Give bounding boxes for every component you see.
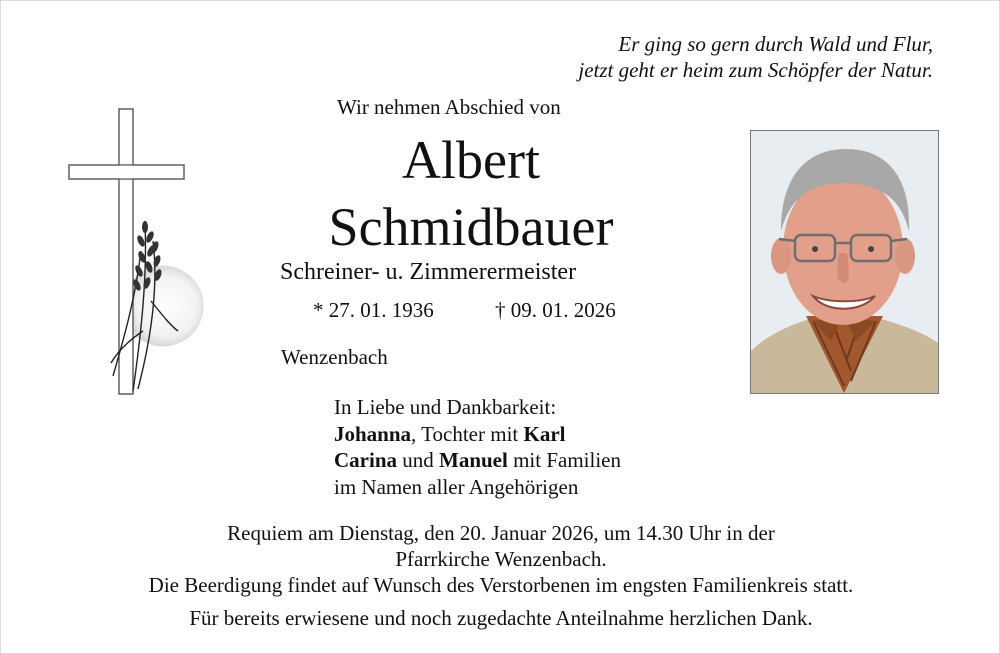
portrait-photo — [750, 130, 939, 394]
cross-with-wheat-icon — [63, 101, 213, 401]
mourners-line — [334, 447, 621, 474]
motto-line: Er ging so gern durch Wald und Flur, — [618, 32, 933, 56]
last-name: Schmidbauer — [328, 197, 614, 257]
motto-line: jetzt geht er heim zum Schöpfer der Natur. — [578, 58, 933, 82]
mourners-line — [334, 421, 621, 448]
mourner-name: Carina — [334, 448, 397, 472]
death-date: † 09. 01. 2026 — [495, 298, 616, 322]
mourner-name: Johanna — [334, 421, 412, 446]
requiem-line: Requiem am Dienstag, den 20. Januar 2026, um 14.30 Uhr in der — [227, 521, 775, 545]
mourner-name: Karl — [523, 421, 566, 446]
mourner-text: mit Familien — [507, 448, 622, 472]
burial-note: Die Beerdigung findet auf Wunsch des Verstorbenen im engsten Familienkreis statt. — [148, 573, 854, 597]
first-name: Albert — [402, 130, 540, 190]
mourner-text: , Tochter mit — [411, 421, 524, 446]
mourners-heading: In Liebe und Dankbarkeit: — [334, 395, 557, 419]
requiem-location: Pfarrkirche Wenzenbach. — [395, 547, 607, 571]
intro-text: Wir nehmen Abschied von — [337, 95, 561, 119]
mourner-name: Manuel — [439, 448, 508, 472]
thanks-note: Für bereits erwiesene und noch zugedachte Anteilnahme herzlichen Dank. — [189, 606, 813, 630]
profession: Schreiner- u. Zimmerermeister — [280, 259, 577, 285]
portrait-image — [751, 131, 938, 393]
hometown: Wenzenbach — [281, 345, 388, 369]
mourner-text: und — [397, 448, 439, 472]
birth-date: * 27. 01. 1936 — [313, 298, 434, 322]
mourners-list — [334, 394, 621, 500]
mourners-line: im Namen aller Angehörigen — [334, 474, 579, 499]
motto-verse — [578, 31, 933, 83]
